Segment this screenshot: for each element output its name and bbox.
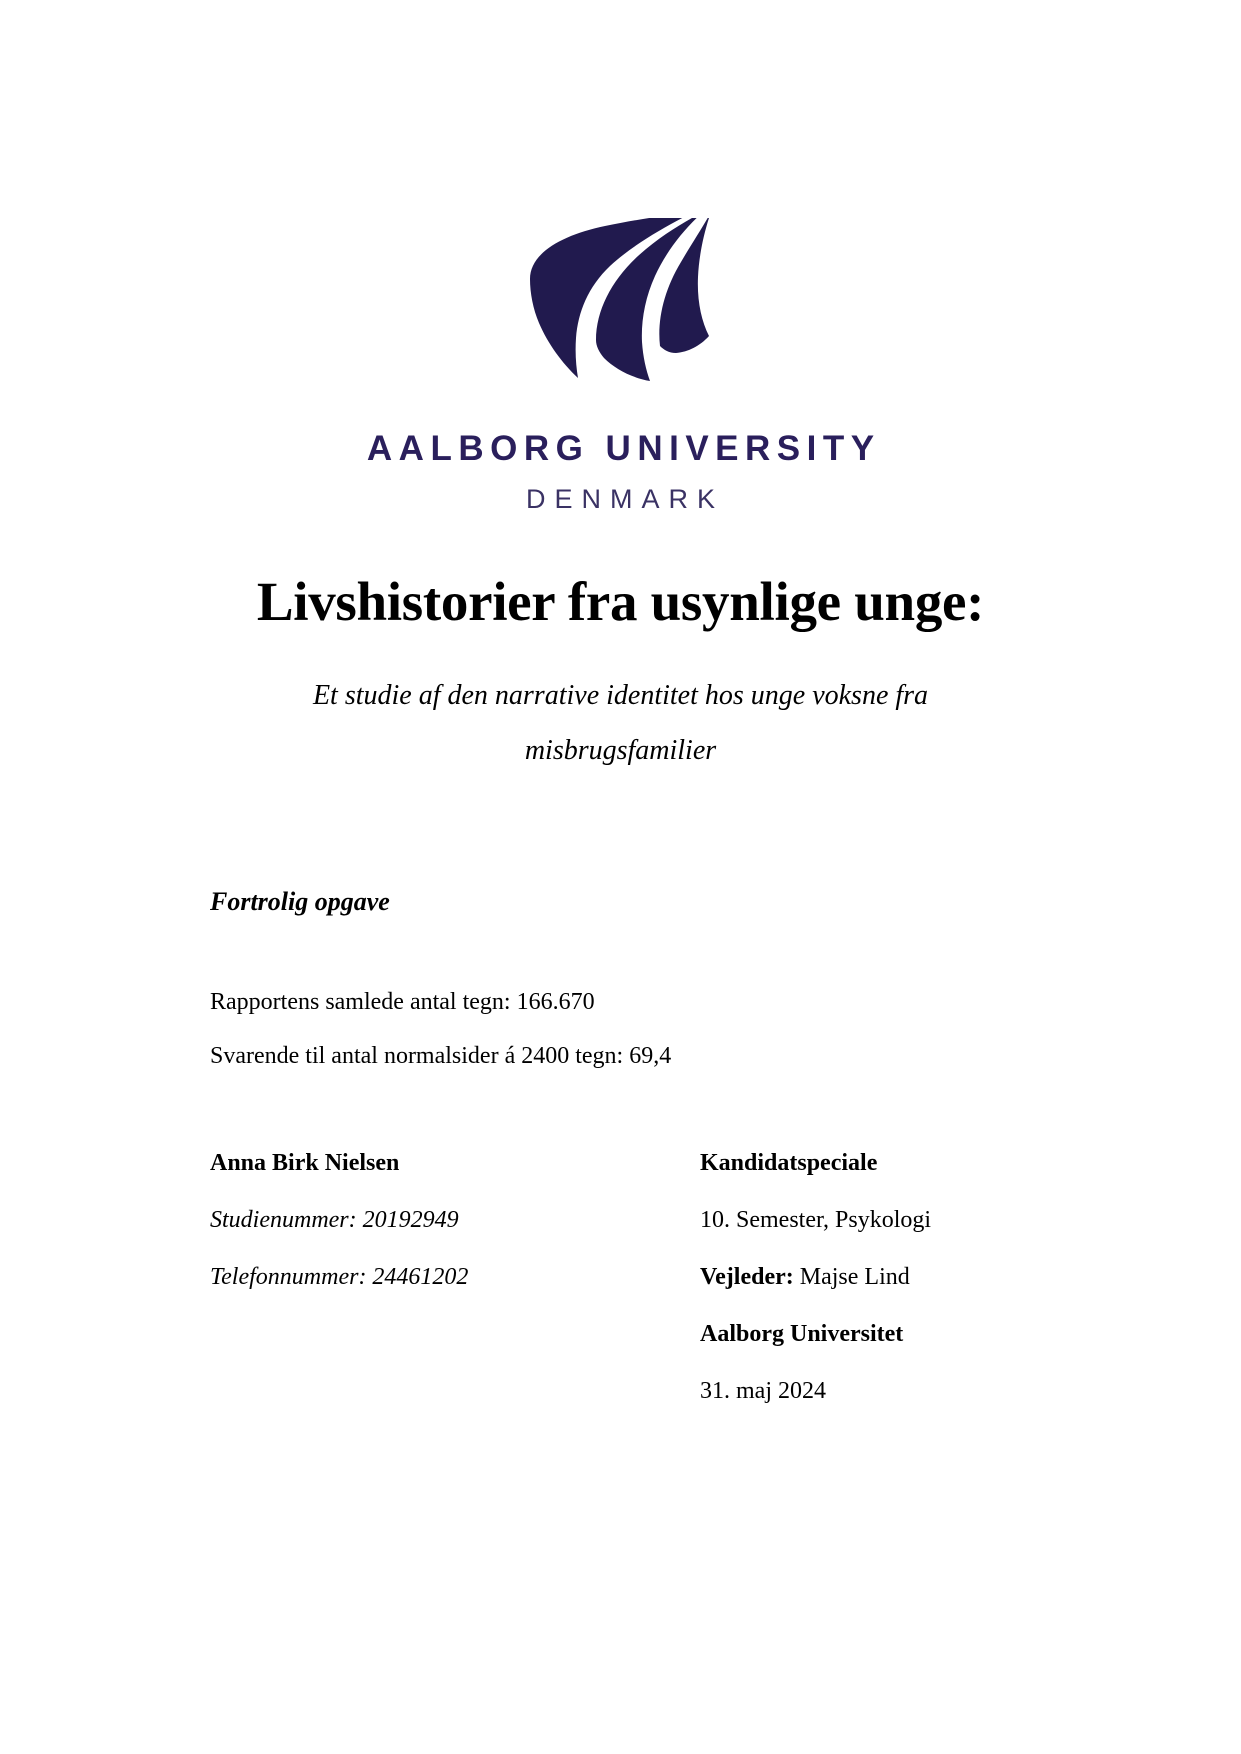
character-count-block: [210, 975, 1031, 1083]
aalborg-university-flame-logo-icon: [526, 218, 716, 383]
university-logo-block: [210, 218, 1031, 513]
supervisor-label: Vejleder:: [700, 1263, 794, 1290]
supervisor-line: [700, 1265, 1031, 1289]
normal-pages-line: Svarende til antal normalsider á 2400 tegn: 69,4: [210, 1042, 672, 1069]
confidentiality-label: Fortrolig opgave: [210, 886, 390, 916]
document-subtitle-line-2: misbrugsfamilier: [524, 735, 717, 767]
document-title: Livshistorier fra usynlige unge:: [256, 571, 985, 632]
institution-name: Aalborg Universitet: [700, 1320, 904, 1347]
programme-semester: 10. Semester, Psykologi: [700, 1206, 932, 1233]
author-phone-number: Telefonnummer: 24461202: [210, 1263, 469, 1290]
author-student-number: Studienummer: 20192949: [210, 1206, 459, 1233]
logo-wordmark: AALBORG UNIVERSITY: [366, 429, 881, 468]
programme-type: Kandidatspeciale: [700, 1149, 878, 1176]
document-subtitle: [210, 669, 1031, 778]
document-subtitle-line-1: Et studie af den narrative identitet hos unge voksne fra: [312, 680, 929, 712]
supervisor-name: Majse Lind: [799, 1263, 910, 1290]
author-column: [210, 1151, 700, 1322]
programme-column: [700, 1151, 1031, 1436]
author-name: Anna Birk Nielsen: [210, 1149, 400, 1176]
total-characters-line: Rapportens samlede antal tegn: 166.670: [210, 988, 595, 1015]
submission-date: 31. maj 2024: [700, 1377, 826, 1404]
logo-sub-wordmark: DENMARK: [525, 484, 724, 514]
author-and-programme-block: [210, 1151, 1031, 1436]
